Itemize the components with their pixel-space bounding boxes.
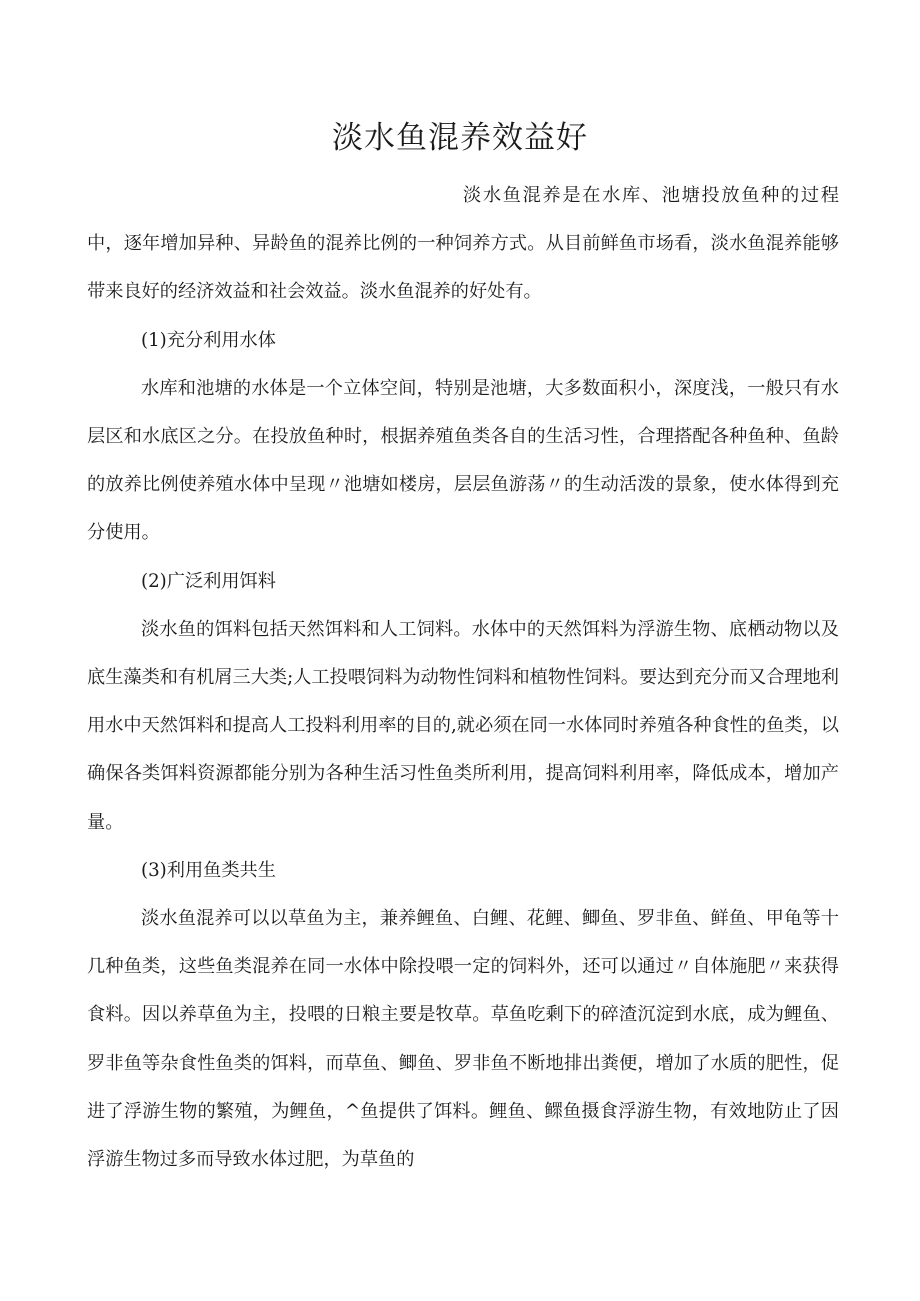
- intro-paragraph: 淡水鱼混养是在水库、池塘投放鱼种的过程中，逐年增加异种、异龄鱼的混养比例的一种饲养方式。从目前鲜鱼市场看，淡水鱼混养能够带来良好的经济效益和社会效益。淡水鱼混养的好处有。: [87, 185, 839, 303]
- section-body-3: 淡水鱼混养可以以草鱼为主，兼养鲤鱼、白鲤、花鲤、鲫鱼、罗非鱼、鲜鱼、甲龟等十几种鱼类，这些鱼类混养在同一水体中除投喂一定的饲料外，还可以通过〃自体施肥〃来获得食料。因以养草鱼为主，投喂的日粮主要是牧草。草鱼吃剩下的碎渣沉淀到水底，成为鲤鱼、罗非鱼等杂食性鱼类的饵料，而草鱼、鲫鱼、罗非鱼不断地排出粪便，增加了水质的肥性，促进了浮游生物的繁殖，为鲤鱼，^鱼提供了饵料。鲤鱼、鳏鱼摄食浮游生物，有效地防止了因浮游生物过多而导致水体过肥，为草鱼的: [87, 908, 839, 1171]
- section-heading-3: (3)利用鱼类共生: [141, 859, 276, 881]
- document-title: 淡水鱼混养效益好: [332, 120, 588, 156]
- document-body: [87, 172, 839, 1184]
- section-heading-2: (2)广泛利用饵料: [141, 570, 276, 592]
- section-heading-1: (1)充分利用水体: [141, 329, 276, 351]
- section-body-1: 水库和池塘的水体是一个立体空间，特别是池塘，大多数面积小，深度浅，一般只有水层区和水底区之分。在投放鱼种时，根据养殖鱼类各自的生活习性，合理搭配各种鱼种、鱼龄的放养比例使养殖水体中呈现〃池塘如楼房，层层鱼游荡〃的生动活泼的景象，使水体得到充分使用。: [87, 377, 839, 544]
- section-body-2: 淡水鱼的饵料包括天然饵料和人工饲料。水体中的天然饵料为浮游生物、底栖动物以及底生藻类和有机屑三大类;人工投喂饲料为动物性饲料和植物性饲料。要达到充分而又合理地利用水中天然饵料和提高人工投料利用率的目的,就必须在同一水体同时养殖各种食性的鱼类，以确保各类饵料资源都能分别为各种生活习性鱼类所利用，提高饲料利用率，降低成本，增加产量。: [87, 618, 839, 833]
